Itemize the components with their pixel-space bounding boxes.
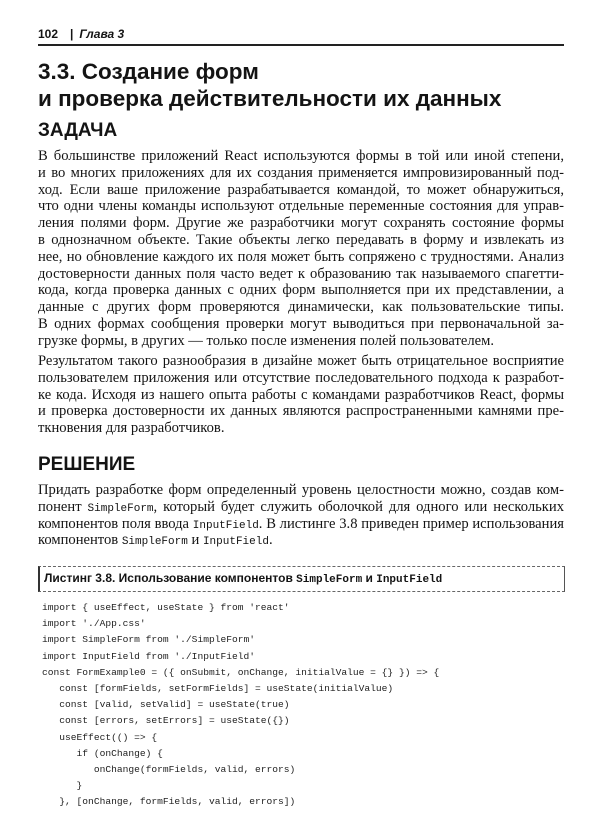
code-line: const [valid, setValid] = useState(true) bbox=[42, 699, 290, 711]
code-line: useEffect(() => { bbox=[42, 731, 158, 743]
text-line: достоверности данных поля часто ведет к образованию так называемого спагетти- bbox=[38, 265, 564, 282]
text-line: и проверка достоверности их данных являются распространенными камнями пре- bbox=[38, 403, 564, 420]
code-line: } bbox=[42, 780, 83, 792]
inline-code: SimpleForm bbox=[121, 536, 188, 549]
code-line: import './App.css' bbox=[42, 618, 146, 630]
text-line: Придать разработке форм определенный уровень целостности можно, создав ком- bbox=[38, 482, 564, 498]
inline-code: SimpleForm bbox=[296, 574, 363, 586]
text-line: ке кода. Исходя из нашего опыта работы с командами разработчиков React, формы bbox=[38, 386, 564, 403]
code-line: import { useEffect, useState } from 'react' bbox=[42, 602, 290, 613]
listing-caption bbox=[44, 571, 442, 587]
text-line: ход. Если ваше приложение разрабатывается командой, то может обнаружиться, bbox=[38, 181, 564, 198]
text-line: ткновения для разработчиков. bbox=[38, 420, 225, 437]
listing-label: Листинг 3.8. Использование компонентов bbox=[44, 571, 297, 585]
chapter-label: Глава 3 bbox=[79, 27, 125, 41]
code-line: onChange(formFields, valid, errors) bbox=[42, 764, 296, 776]
task-heading: ЗАДАЧА bbox=[38, 120, 118, 141]
running-head bbox=[38, 27, 124, 41]
text-line bbox=[38, 532, 564, 549]
text-line: грузке формы, в других — только после изменения полей пользователем. bbox=[38, 332, 495, 349]
code-line: const [formFields, setFormFields] = useState(initialValue) bbox=[42, 683, 394, 695]
text: и bbox=[187, 532, 203, 549]
section-title-line: 3.3. Создание форм bbox=[38, 59, 259, 84]
code-listing bbox=[42, 600, 439, 811]
solution-paragraph bbox=[38, 482, 564, 549]
text: . В листинге 3.8 приведен пример использования bbox=[258, 515, 564, 532]
text-line: что одни члены команды используют отдельные переменные состояния для управ- bbox=[38, 198, 564, 215]
code-line: if (onChange) { bbox=[42, 747, 163, 759]
text-line: В одних формах сообщения проверки могут выводиться при первоначальной за- bbox=[38, 315, 564, 332]
code-line: }, [onChange, formFields, valid, errors]) bbox=[42, 796, 296, 808]
text: компонентов поля ввода bbox=[38, 515, 193, 532]
text-line: ления полями форм. Другие же разработчики могут сохранять состояние формы bbox=[38, 215, 564, 232]
code-line: import InputField from './InputField' bbox=[42, 650, 256, 662]
inline-code: InputField bbox=[192, 519, 259, 532]
text: , который будет служить оболочкой для одного или нескольких bbox=[153, 498, 564, 515]
text: . bbox=[268, 532, 273, 549]
code-line: const [errors, setErrors] = useState({}) bbox=[42, 715, 290, 727]
text: компонентов bbox=[38, 532, 122, 549]
solution-heading: РЕШЕНИЕ bbox=[38, 454, 136, 475]
inline-code: SimpleForm bbox=[87, 502, 154, 515]
inline-code: InputField bbox=[202, 536, 269, 549]
text-line: кода, когда проверка данных с одних форм выполняется при их представлении, а bbox=[38, 282, 564, 299]
text: понент bbox=[38, 498, 88, 515]
text-line: данные с других форм проверяются динамически, как пользовательские типы. bbox=[38, 299, 564, 316]
text-line: Результатом такого разнообразия в дизайне может быть отрицательное восприятие bbox=[38, 353, 564, 369]
text-line: нее, но обновление каждого их поля может быть сопряжено с трудностями. Анализ bbox=[38, 248, 564, 265]
text: и bbox=[362, 571, 377, 585]
inline-code: InputField bbox=[376, 574, 443, 586]
text-line: и во многих приложениях для их создания применяется импровизированный под- bbox=[38, 164, 564, 181]
separator: | bbox=[70, 27, 74, 41]
section-title bbox=[38, 58, 501, 112]
code-line: const FormExample0 = ({ onSubmit, onChange, initialValue = {} }) => { bbox=[42, 666, 440, 678]
task-paragraph-2 bbox=[38, 353, 564, 437]
text-line: В большинстве приложений React используются формы в той или иной степени, bbox=[38, 148, 564, 164]
text-line: пользователем приложения или отсутствие последовательного подхода к разработ- bbox=[38, 369, 564, 386]
code-line: import SimpleForm from './SimpleForm' bbox=[42, 634, 256, 646]
text-line bbox=[38, 516, 564, 533]
task-paragraph-1 bbox=[38, 148, 564, 350]
text-line bbox=[38, 499, 564, 516]
section-title-line: и проверка действительности их данных bbox=[38, 86, 502, 111]
text-line: в однозначном объекте. Такие объекты легко передавать в форму и извлекать из bbox=[38, 231, 564, 248]
page-number: 102 bbox=[38, 27, 59, 41]
header-rule bbox=[38, 44, 564, 46]
